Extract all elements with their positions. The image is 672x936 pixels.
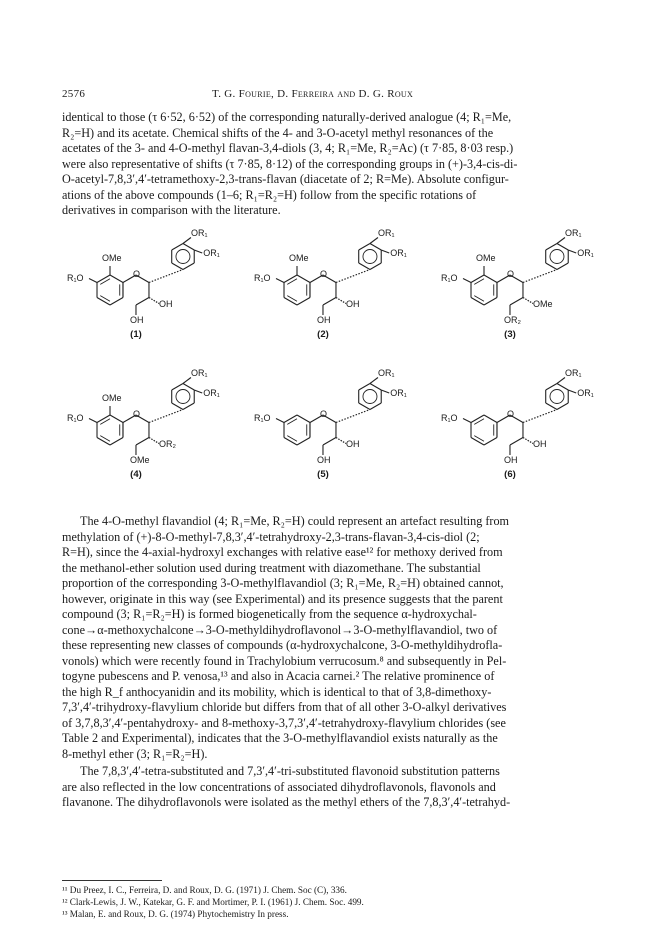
compound-number: (2) — [317, 329, 329, 340]
text-line: acetates of the 3- and 4-O-methyl flavan-3,4-diols (3, 4; R₁=Me, R₂=Ac) (τ 7·85, 8·03 resp.) — [62, 141, 514, 155]
structure-5 — [249, 367, 435, 502]
ring-oxygen-label: O — [132, 409, 140, 419]
b-ring-or1-bottom-label: OR₁ — [203, 388, 220, 398]
b-ring-or1-top-label: OR₁ — [564, 227, 582, 238]
b-ring-or1-bottom-label: OR₁ — [203, 248, 220, 258]
footnote-rule — [62, 880, 162, 881]
r1o-label: R₁O — [441, 272, 458, 283]
ring-oxygen-label: O — [132, 269, 140, 279]
structure-4 — [62, 367, 248, 502]
compound-number: (5) — [317, 469, 329, 480]
c4-substituent-label: OH — [503, 455, 518, 465]
text-line: however, originate in this way (see Experimental) and its presence suggests that the parent — [62, 591, 503, 606]
r1o-label: R₁O — [67, 412, 84, 423]
paragraph-2 — [62, 514, 622, 762]
text-line: togyne pubescens and P. venosa,¹³ and also in Acacia carnei.² The relative prominence of — [62, 669, 495, 683]
text-line: identical to those (τ 6·52, 6·52) of the corresponding naturally-derived analogue (4; R₁=Me, — [62, 110, 512, 124]
compound-number: (6) — [504, 469, 516, 480]
text-line: flavanone. The dihydroflavonols were isolated as the methyl ethers of the 7,8,3′,4′-tetrahyd- — [62, 795, 511, 809]
b-ring-or1-top-label: OR₁ — [377, 227, 395, 238]
ring-oxygen-label: O — [319, 269, 327, 279]
structure-1 — [62, 227, 248, 362]
c3-substituent-label: OH — [158, 298, 173, 309]
compound-number: (1) — [130, 329, 142, 340]
text-line: 7,3′,4′-trihydroxy-flavylium chloride but differs from that of all other 3-O-alkyl derivatives — [62, 700, 507, 714]
text-line: proportion of the corresponding 3-O-methylflavandiol (3; R₁=Me, R₂=H) obtained cannot, — [62, 576, 504, 590]
text-line: O-acetyl-7,8,3′,4′-tetramethoxy-2,3-trans-flavan (diacetate of 2; R=Me). Absolute configur- — [62, 172, 509, 186]
text-line: the methanol-ether solution used during treatment with diazomethane. The substantial — [62, 560, 481, 575]
text-line: The 7,8,3′,4′-tetra-substituted and 7,3′,4′-tri-substituted flavonoid substitution patterns — [80, 764, 500, 778]
c4-substituent-label: OH — [316, 315, 331, 325]
r1o-label: R₁O — [67, 272, 84, 283]
c3-substituent-label: OH — [345, 438, 360, 449]
structure-drawing — [436, 232, 622, 362]
text-line: cone→α-methoxychalcone→3-O-methyldihydroflavonol→3-O-methylflavandiol, two of — [62, 622, 498, 637]
structure-drawing — [62, 372, 248, 502]
r1o-label: R₁O — [254, 412, 271, 423]
text-line: Table 2 and Experimental), indicates that the 3-O-methylflavandiol exists naturally as the — [62, 731, 498, 745]
text-line: The 4-O-methyl flavandiol (4; R₁=Me, R₂=H) could represent an artefact resulting from — [80, 514, 510, 528]
text-line: methylation of (+)-8-O-methyl-7,8,3′,4′-tetrahydroxy-2,3-trans-flavan-3,4-cis-diol (2; — [62, 529, 480, 544]
c3-substituent-label: OMe — [532, 298, 553, 309]
paragraph-3 — [62, 764, 622, 811]
b-ring-or1-bottom-label: OR₁ — [577, 388, 594, 398]
text-line: compound (3; R₁=R₂=H) is formed biogenetically from the sequence α-hydroxychal- — [62, 607, 477, 621]
c4-substituent-label: OH — [129, 315, 144, 325]
footnote-13: ¹³ Malan, E. and Roux, D. G. (1974) Phytochemistry In press. — [62, 909, 289, 919]
footnotes — [62, 884, 622, 920]
compound-number: (3) — [504, 329, 516, 340]
b-ring-or1-top-label: OR₁ — [564, 367, 582, 378]
r1o-label: R₁O — [254, 272, 271, 283]
running-head: T. G. Fourie, D. Ferreira and D. G. Roux — [212, 88, 414, 100]
structure-6 — [436, 367, 622, 502]
top-substituent-label: OMe — [476, 253, 496, 263]
page-header — [62, 88, 622, 104]
b-ring-or1-top-label: OR₁ — [190, 367, 208, 378]
page-number: 2576 — [62, 88, 86, 100]
b-ring-or1-top-label: OR₁ — [190, 227, 208, 238]
text-line: ations of the above compounds (1–6; R₁=R₂=H) follow from the specific rotations of — [62, 187, 477, 202]
ring-oxygen-label: O — [506, 269, 514, 279]
structure-row-2 — [62, 367, 622, 502]
paragraph-1 — [62, 110, 622, 219]
text-line: 8-methyl ether (3; R₁=R₂=H). — [62, 746, 208, 761]
text-line: were also representative of shifts (τ 7·85, 8·12) of the corresponding groups in (+)-3,4-cis-di- — [62, 156, 518, 171]
b-ring-or1-bottom-label: OR₁ — [390, 248, 407, 258]
b-ring-or1-bottom-label: OR₁ — [390, 388, 407, 398]
text-line: R=H), since the 4-axial-hydroxyl exchanges with relative ease¹² for methoxy derived from — [62, 545, 503, 559]
top-substituent-label: OMe — [102, 253, 122, 263]
c4-substituent-label: OH — [316, 455, 331, 465]
structure-drawing — [249, 372, 435, 502]
text-line: these representing new classes of compounds (α-hydroxychalcone, 3-O-methyldihydrofla- — [62, 638, 503, 652]
text-line: the high R_f anthocyanidin and its mobility, which is identical to that of 3,8-dimethoxy- — [62, 684, 492, 699]
c4-substituent-label: OR₂ — [503, 315, 521, 325]
r1o-label: R₁O — [441, 412, 458, 423]
structure-drawing — [436, 372, 622, 502]
top-substituent-label: OMe — [102, 393, 122, 403]
text-line: are also reflected in the low concentrations of associated dihydroflavonols, flavonols and — [62, 779, 496, 794]
ring-oxygen-label: O — [506, 409, 514, 419]
top-substituent-label: OMe — [289, 253, 309, 263]
structure-row-1 — [62, 227, 622, 362]
structure-2 — [249, 227, 435, 362]
c3-substituent-label: OR₂ — [158, 438, 176, 449]
compound-number: (4) — [130, 469, 142, 480]
text-line: R₂=H) and its acetate. Chemical shifts of the 4- and 3-O-acetyl methyl resonances of the — [62, 125, 494, 140]
text-line: derivatives in comparison with the literature. — [62, 203, 281, 217]
c3-substituent-label: OH — [345, 298, 360, 309]
text-line: of 3,7,8,3′,4′-pentahydroxy- and 8-methoxy-3,7,3′,4′-tetrahydroxy-flavylium chlorides (see — [62, 715, 506, 730]
structure-3 — [436, 227, 622, 362]
b-ring-or1-bottom-label: OR₁ — [577, 248, 594, 258]
structure-drawing — [62, 232, 248, 362]
footnote-12: ¹² Clark-Lewis, J. W., Katekar, G. F. and Mortimer, P. I. (1961) J. Chem. Soc. 499. — [62, 897, 364, 907]
ring-oxygen-label: O — [319, 409, 327, 419]
footnote-11: ¹¹ Du Preez, I. C., Ferreira, D. and Roux, D. G. (1971) J. Chem. Soc (C), 336. — [62, 885, 347, 895]
b-ring-or1-top-label: OR₁ — [377, 367, 395, 378]
text-line: vonols) which were recently found in Trachylobium verrucosum.⁸ and subsequently in Pel- — [62, 653, 507, 668]
c3-substituent-label: OH — [532, 438, 547, 449]
structure-drawing — [249, 232, 435, 362]
c4-substituent-label: OMe — [129, 455, 150, 465]
